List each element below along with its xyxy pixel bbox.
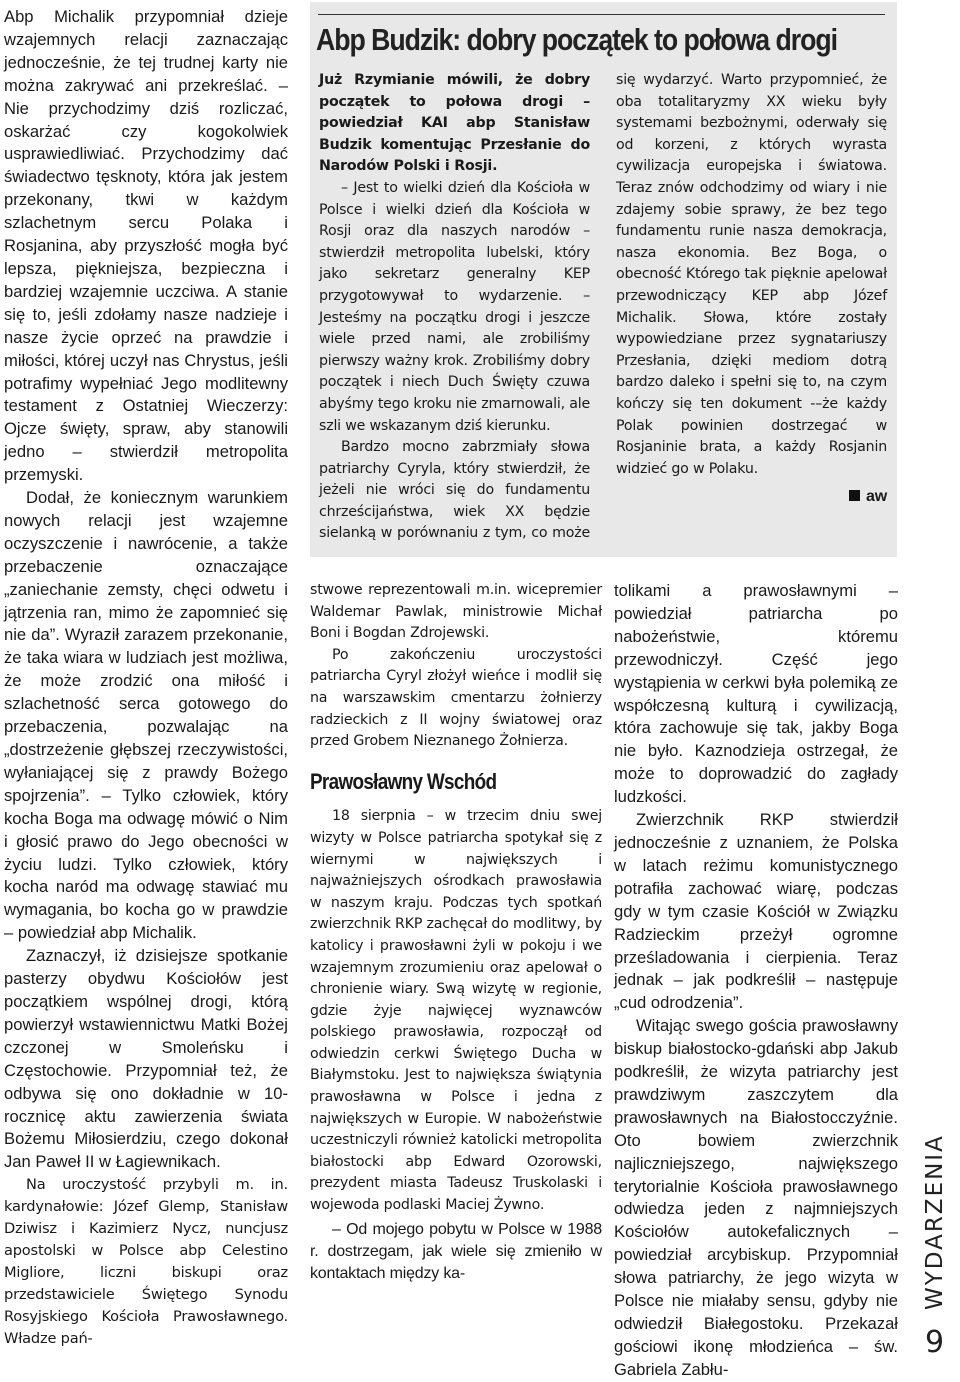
middle-column bbox=[310, 580, 602, 1285]
divider bbox=[318, 14, 885, 15]
page-number: 9 bbox=[925, 1325, 945, 1360]
paragraph: 18 sierpnia – w trzecim dniu swej wizyty w Polsce patriarcha spotykał się z wiernymi w największych i najważniejszych ośrodkach prawosławia w naszym kraju. Podczas tych spotkań zwierzchnik RKP zachęcał do modlitwy, by katolicy i prawosławni żyli w pokoju i we wzajemnym zrozumieniu oraz apelował o chronienie wiary. Swą wizytę w regionie, gdzie żyje najwięcej wyznawców polskiego prawosławia, rozpoczął od odwiedzin cerkwi Świętego Ducha w Białymstoku. Jest to największa świątynia prawosławna w Polsce i jedna z największych w Europie. W nabożeństwie uczestniczyli również katolicki metropolita białostocki abp Edward Ozorowski, prezydent miasta Tadeusz Truskolaski i wojewoda podlaski Maciej Żywno. bbox=[310, 808, 602, 1214]
paragraph: stwowe reprezentowali m.in. wicepremier Waldemar Pawlak, ministrowie Michał Boni i Bogdan Zdrojewski. bbox=[310, 582, 602, 642]
right-column bbox=[614, 580, 898, 1382]
sidebar-title: Abp Budzik: dobry początek to połowa drogi bbox=[316, 22, 837, 57]
paragraph: Zaznaczył, iż dzisiejsze spotkanie pasterzy obydwu Kościołów jest początkiem wspólnej drogi, którą powierzył wstawiennictwu Matki Bożej czczonej w Smoleńsku i Częstochowie. Przypomniał też, że odbywa się ono dokładnie w 10-rocznicę aktu zawierzenia świata Bożemu Miłosierdziu, czego dokonał Jan Paweł II w Łagiewnikach. bbox=[4, 946, 288, 1172]
paragraph: Bardzo mocno zabrzmiały słowa patriarchy Cyryla, który stwierdził, że jeżeli nie wróci się do fundamentu chrześcijaństwa, wiek XX będzie sielanką w porównaniu z tym, co może się wydarzyć. Warto przypomnieć, że oba totalitaryzmy XX wieku były systemami bezbożnymi, oderwały się od korzeni, z których wyrasta cywilizacja europejska i światowa. Teraz znów odchodzimy od wiary i nie zdajemy sobie sprawy, że bez tego fundamentu runie nasza demokracja, nasza ekonomia. Bez Boga, o obecność Którego tak pięknie apelował przewodniczący KEP abp Józef Michalik. Słowa, które zostały wypowiedziane przez sygnatariuszy Przesłania, dzięki mediom dotrą bardzo daleko i spełni się to, na czym kończy się ten dokument -–że każdy Polak powinien dostrzegać w Rosjaninie brata, a każdy Rosjanin widzieć go w Polaku. bbox=[319, 72, 887, 542]
paragraph: Dodał, że koniecznym warunkiem nowych relacji jest wzajemne oczyszczenie i nawrócenie, a także przebaczenie oznaczające „zaniechanie zemsty, chęci odwetu i jątrzenia ran, mimo że zapomnieć się nie da”. Wyraził zarazem przekonanie, że taka wiara w ludziach jest możliwa, że może zrodzić ona miłość i szlachetność serca gotowego do przebaczenia, pozwalając na „dostrzeżenie głębszej rzeczywistości, wyłaniającej się z prawdy Bożego spojrzenia”. – Tylko człowiek, który kocha Boga ma odwagę mówić o Nim i głosić prawo do Jego obecności w życiu ludzi. Tylko człowiek, który kocha naród ma odwagę stawiać mu wymagania, bo kocha go w prawdzie – powiedział abp Michalik. bbox=[4, 488, 288, 943]
author-signature: aw bbox=[616, 486, 887, 508]
paragraph: – Jest to wielki dzień dla Kościoła w Polsce i wielki dzień dla Kościoła w Rosji oraz dla naszych narodów – stwierdził metropolita lubelski, który jako sekretarz generalny KEP przygotowywał to wydarzenie. – Jesteśmy na początku drogi i jeszcze wiele przed nami, ale zrobiliśmy pierwszy ważny krok. Zrobiliśmy dobry początek i niech Duch Święty czuwa abyśmy tego kroku nie zmarnowali, ale szli we wskazanym dziś kierunku. bbox=[319, 179, 590, 434]
sidebar-lead: Już Rzymianie mówili, że dobry początek to połowa drogi – powiedział KAI abp Stanisław Budzik komentując Przesłanie do Narodów Polski i Rosji. bbox=[319, 72, 590, 175]
paragraph: tolikami a prawosławnymi – powiedział patriarcha po nabożeństwie, któremu przewodniczył. Część jego wystąpienia w cerkwi była polemiką ze współczesną kulturą i cywilizacją, która zachowuje się tak, jakby Boga nie było. Kaznodzieja ostrzegał, że może to doprowadzić do zagłady ludzkości. bbox=[614, 581, 898, 807]
square-icon bbox=[849, 490, 860, 501]
sidebar-box-text bbox=[319, 70, 887, 550]
paragraph: Zwierzchnik RKP stwierdził jednocześnie z uznaniem, że Polska w latach reżimu komunistycznego potrafiła zachować wiarę, podczas gdy w tym czasie Kościół w Związku Radzieckim przeżył ogromne prześladowania i cierpienia. Teraz jednak – jak podkreślił – następuje „cud odrodzenia”. bbox=[614, 810, 898, 1013]
paragraph: Po zakończeniu uroczystości patriarcha Cyryl złożył wieńce i modlił się na warszawskim cmentarzu żołnierzy radzieckich z II wojny światowej oraz przed Grobem Nieznanego Żołnierza. bbox=[310, 646, 602, 750]
paragraph: Na uroczystość przybyli m. in. kardynałowie: Józef Glemp, Stanisław Dziwisz i Kazimierz Nycz, nuncjusz apostolski w Polsce abp Celestino Migliore, liczni biskupi oraz przedstawiciele Świętego Synodu Rosyjskiego Kościoła Prawosławnego. Władze pań- bbox=[4, 1176, 288, 1348]
section-subheading: Prawosławny Wschód bbox=[310, 768, 497, 794]
paragraph: Abp Michalik przypomniał dzieje wzajemnych relacji zaznaczając jednocześnie, że tej trudnej karty nie można zakrywać ani przekreślać. – Nie przychodzimy dziś rozliczać, oskarżać czy kogokolwiek usprawiedliwiać. Przychodzimy dać świadectwo tęsknoty, która jak jestem przekonany, tkwi w każdym szlachetnym sercu Polaka i Rosjanina, aby przyszłość mogła być lepsza, piękniejsza, bezpieczna i bardziej wzajemnie uczciwa. A stanie się to, jeśli zdołamy nasze nadzieje i nasze życie oprzeć na prawdzie i miłości, której uczył nas Chrystus, jeśli potrafimy wypełniać Jego modlitewny testament z Ostatniej Wieczerzy: Ojcze święty, spraw, aby stanowili jedno – stwierdził metropolita przemyski. bbox=[4, 7, 288, 485]
paragraph: – Od mojego pobytu w Polsce w 1988 r. dostrzegam, jak wiele się zmieniło w kontaktach między ka- bbox=[310, 1220, 602, 1282]
paragraph: Witając swego gościa prawosławny biskup białostocko-gdański abp Jakub podkreślił, że wizyta patriarchy jest prawdziwym zaszczytem dla prawosławnych na Białostocczyźnie. Oto bowiem zwierzchnik najliczniejszego, największego terytorialnie Kościoła prawosławnego odwiedza jeden z najmniejszych Kościołów autokefalicznych – powiedział arcybiskup. Przypomniał słowa patriarchy, że jego wizyta w Polsce nie miałaby sensu, gdyby nie odwiedził Białegostoku. Przekazał gościowi ikonę młodzieńca – św. Gabriela Zabłu- bbox=[614, 1016, 898, 1379]
left-column bbox=[4, 6, 288, 1350]
section-label: WYDARZENIA bbox=[922, 1134, 948, 1310]
